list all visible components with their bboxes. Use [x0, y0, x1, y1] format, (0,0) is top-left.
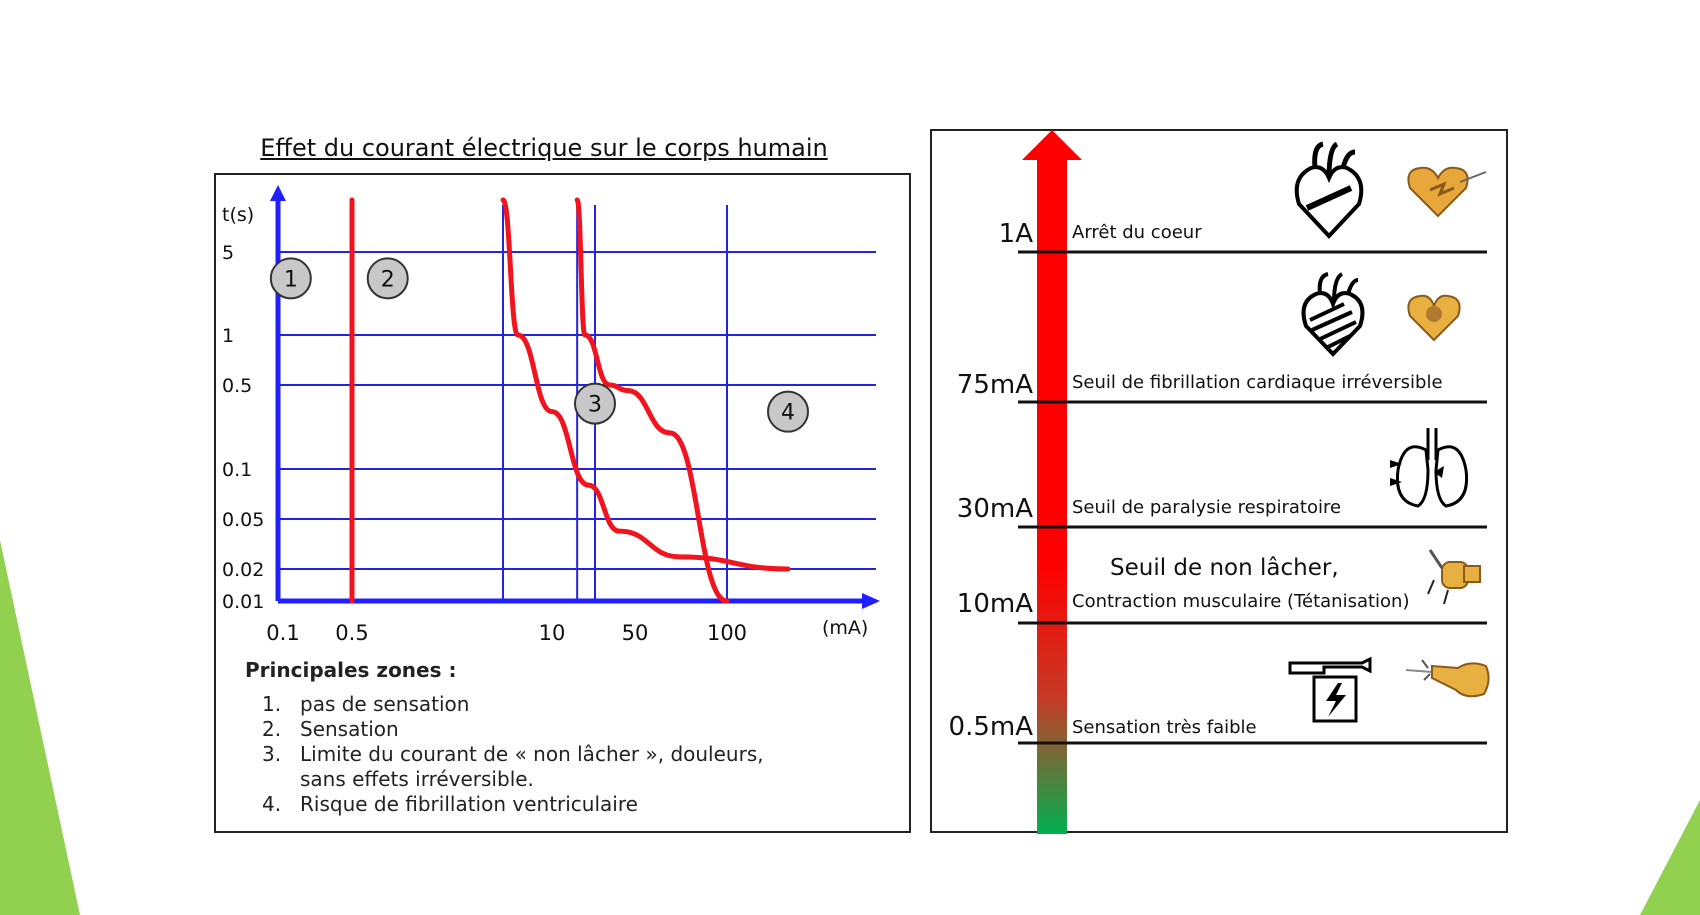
- scale-level-value: 1A: [998, 219, 1033, 249]
- scale-level-description: Sensation très faible: [1072, 717, 1257, 738]
- scale-level-value: 10mA: [956, 589, 1033, 619]
- x-tick-label: 100: [706, 621, 748, 645]
- scale-level-value: 75mA: [956, 370, 1033, 400]
- x-tick-label: 0.1: [266, 621, 300, 645]
- y-tick-label: 0.05: [222, 509, 265, 531]
- hand-grip-icon: [1424, 540, 1482, 606]
- current-arrow-head: [1022, 130, 1082, 160]
- zone-item-number: 3.: [262, 742, 282, 766]
- y-axis-arrow: [270, 185, 286, 201]
- scale-level-description: Contraction musculaire (Tétanisation): [1072, 591, 1410, 612]
- zone-item-text: Limite du courant de « non lâcher », douleurs, sans effets irréversible.: [300, 742, 764, 791]
- zone-badge-label: 1: [283, 267, 298, 293]
- lungs-icon: [1388, 420, 1476, 510]
- y-tick-label: 1: [222, 325, 235, 347]
- zone-item-text: pas de sensation: [300, 692, 470, 716]
- x-axis-arrow: [862, 593, 880, 609]
- zone-item: [262, 742, 800, 792]
- zone-item-text: Risque de fibrillation ventriculaire: [300, 792, 638, 816]
- zone-item-number: 4.: [262, 792, 282, 816]
- electric-drill-icon: [1284, 655, 1372, 725]
- zone-item: [262, 692, 800, 717]
- zone-item-number: 1.: [262, 692, 282, 716]
- zone-item-text: Sensation: [300, 717, 399, 741]
- scale-level-description: Seuil de paralysie respiratoire: [1072, 497, 1342, 518]
- heart-damaged-icon: [1404, 288, 1464, 344]
- zone-badge-label: 3: [588, 392, 602, 418]
- scale-level-value: 0.5mA: [948, 712, 1033, 742]
- scale-level-description: Arrêt du coeur: [1072, 222, 1202, 243]
- heart-stop-icon: [1293, 138, 1365, 242]
- chart-title: Effet du courant électrique sur le corps humain: [260, 134, 828, 162]
- y-tick-label: 0.5: [222, 375, 253, 397]
- x-tick-label: 0.5: [335, 621, 369, 645]
- y-axis-label: t(s): [222, 204, 255, 226]
- scale-level-description: Seuil de fibrillation cardiaque irréversible: [1072, 372, 1443, 393]
- finger-shock-icon: [1402, 650, 1494, 706]
- zone-badge-label: 2: [380, 267, 395, 293]
- y-tick-label: 0.01: [222, 591, 265, 613]
- y-tick-label: 0.1: [222, 459, 253, 481]
- current-arrow-shaft: [1037, 158, 1067, 834]
- heart-fibrillation-icon: [1300, 270, 1366, 358]
- y-tick-label: 0.02: [222, 559, 265, 581]
- heart-burn-icon: [1400, 160, 1490, 220]
- scale-level-heading: Seuil de non lâcher,: [1110, 555, 1339, 581]
- x-tick-label: 10: [538, 621, 566, 645]
- x-axis-label: (mA): [822, 617, 869, 639]
- scale-level-value: 30mA: [956, 494, 1033, 524]
- y-tick-label: 5: [222, 242, 235, 264]
- zones-title: Principales zones :: [245, 658, 457, 682]
- zone-item: [262, 792, 800, 817]
- zones-list: [262, 692, 800, 817]
- x-tick-label: 50: [621, 621, 649, 645]
- zone-item: [262, 717, 800, 742]
- zone-badge-label: 4: [781, 400, 795, 426]
- zone-item-number: 2.: [262, 717, 282, 741]
